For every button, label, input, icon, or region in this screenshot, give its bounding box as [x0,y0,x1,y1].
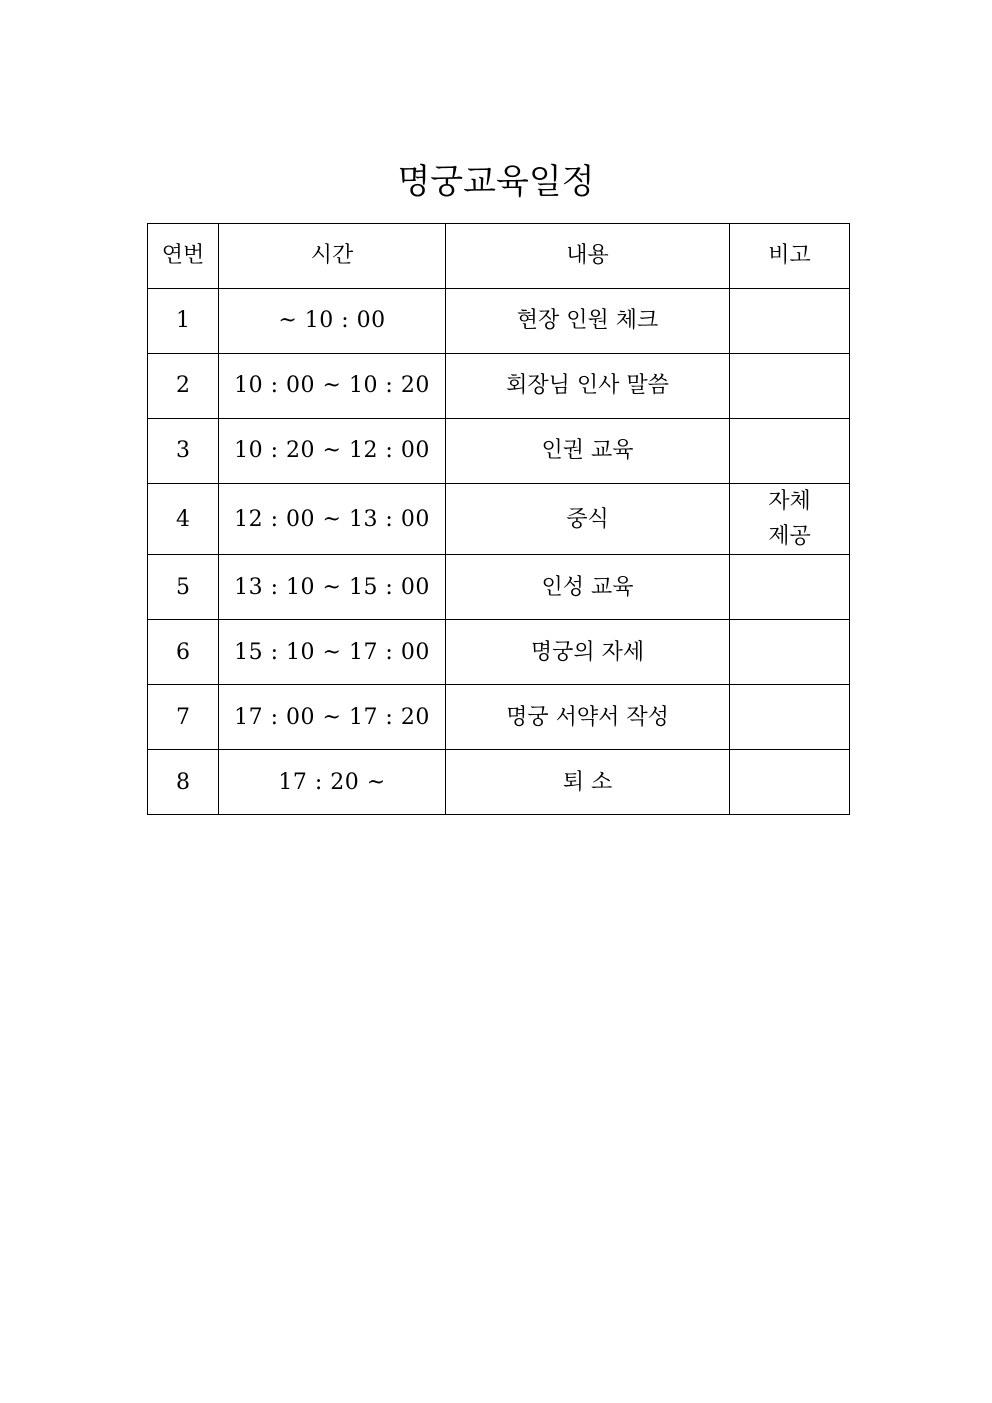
cell-time: 10 : 00 ~ 10 : 20 [219,354,446,419]
cell-content: 명궁의 자세 [446,620,730,685]
cell-content: 인성 교육 [446,555,730,620]
cell-note [730,555,850,620]
cell-content: 인권 교육 [446,419,730,484]
cell-time: 12 : 00 ~ 13 : 00 [219,484,446,555]
cell-content: 중식 [446,484,730,555]
cell-content: 회장님 인사 말씀 [446,354,730,419]
cell-content: 현장 인원 체크 [446,289,730,354]
cell-note [730,354,850,419]
schedule-table [147,223,850,815]
table-row [148,354,850,419]
header-content: 내용 [446,224,730,289]
table-row [148,685,850,750]
cell-content: 명궁 서약서 작성 [446,685,730,750]
cell-note [730,685,850,750]
cell-number: 7 [148,685,219,750]
table-row [148,620,850,685]
table-header-row [148,224,850,289]
header-number: 연번 [148,224,219,289]
cell-number: 3 [148,419,219,484]
table-row [148,484,850,555]
page-title: 명궁교육일정 [397,162,595,202]
cell-time: 13 : 10 ~ 15 : 00 [219,555,446,620]
cell-number: 2 [148,354,219,419]
cell-time: 17 : 20 ~ [219,750,446,815]
table-row [148,555,850,620]
cell-time: 17 : 00 ~ 17 : 20 [219,685,446,750]
cell-note [730,750,850,815]
header-note: 비고 [730,224,850,289]
table-row [148,289,850,354]
table-row [148,750,850,815]
cell-content: 퇴 소 [446,750,730,815]
cell-note [730,289,850,354]
cell-number: 4 [148,484,219,555]
header-time: 시간 [219,224,446,289]
cell-number: 6 [148,620,219,685]
cell-note [730,419,850,484]
cell-time: 10 : 20 ~ 12 : 00 [219,419,446,484]
cell-note: 자체 제공 [730,484,850,555]
cell-number: 8 [148,750,219,815]
cell-time: ~ 10 : 00 [219,289,446,354]
cell-number: 1 [148,289,219,354]
cell-note [730,620,850,685]
cell-time: 15 : 10 ~ 17 : 00 [219,620,446,685]
cell-number: 5 [148,555,219,620]
table-row [148,419,850,484]
